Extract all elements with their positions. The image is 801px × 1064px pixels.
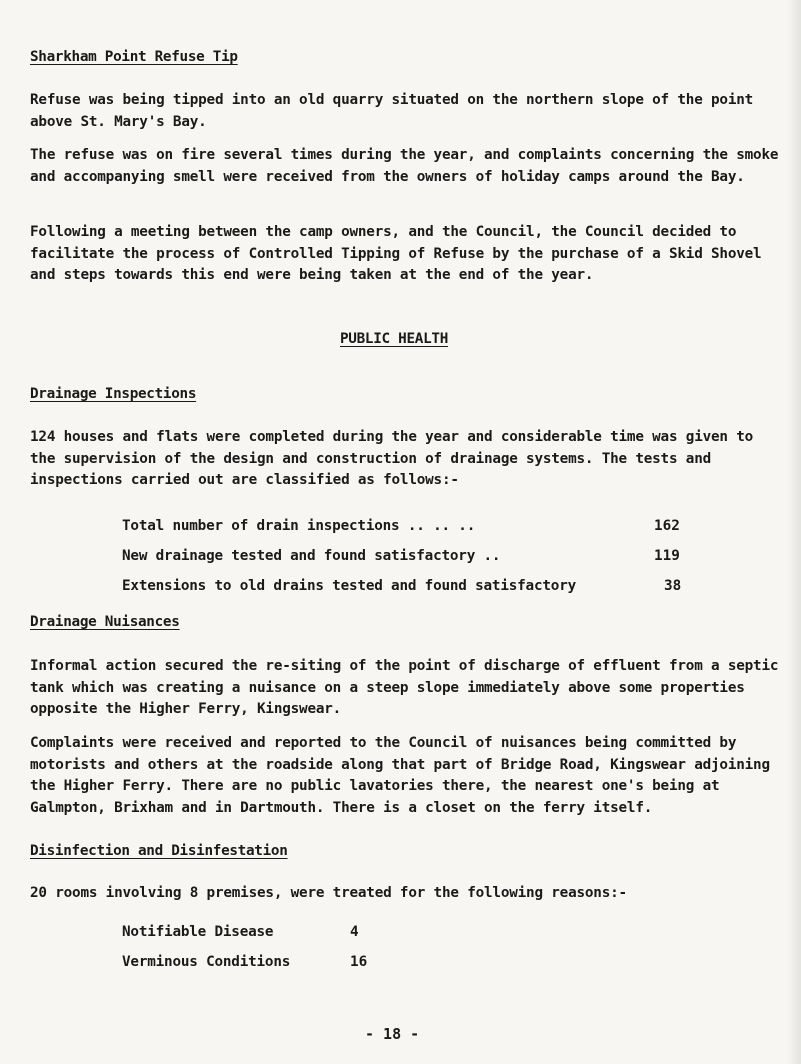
- section-heading-drainage-nuisances: Drainage Nuisances: [30, 614, 180, 630]
- section-heading-drainage-inspections: Drainage Inspections: [30, 386, 197, 402]
- paragraph-roadside-nuisance: Complaints were received and reported to the Council of nuisances being committed by motorists and others at the roadside along that part of Bridge Road, Kingswear adjoining the Higher Ferry. There are no public lavatories there, the nearest one's being at Galmpton, Brixham and in Dartmouth. There is a closet on the ferry itself.: [30, 735, 770, 816]
- paragraph-disinfection: 20 rooms involving 8 premises, were treated for the following reasons:-: [30, 885, 627, 901]
- paragraph-refuse-tipping: Refuse was being tipped into an old quarry situated on the northern slope of the point above St. Mary's Bay.: [30, 92, 754, 130]
- list-item-new-drainage-value: 119: [654, 548, 680, 564]
- page-number: - 18 -: [365, 1025, 420, 1043]
- page-edge-shadow: [787, 0, 801, 1064]
- section-heading-public-health: PUBLIC HEALTH: [340, 331, 448, 347]
- list-item-extensions-value: 38: [664, 578, 682, 594]
- paragraph-septic-tank: Informal action secured the re-siting of the point of discharge of effluent from a septic tank which was creating a nuisance on a steep slope immediately above some properties opposite the Higher Ferry, Kingswear.: [30, 658, 779, 717]
- paragraph-drainage-inspections: 124 houses and flats were completed during the year and considerable time was given to the supervision of the design and construction of drainage systems. The tests and inspections carried out are classified as follows:-: [30, 429, 754, 488]
- paragraph-refuse-fire: The refuse was on fire several times during the year, and complaints concerning the smoke and accompanying smell were received from the owners of holiday camps around the Bay.: [30, 147, 779, 185]
- list-item-inspections-value: 162: [654, 518, 680, 534]
- list-item-inspections-label: Total number of drain inspections .. .. ..: [122, 518, 476, 534]
- list-item-extensions-label: Extensions to old drains tested and found satisfactory: [122, 578, 577, 594]
- section-heading-disinfection: Disinfection and Disinfestation: [30, 843, 288, 859]
- list-item-verminous-value: 16: [350, 954, 368, 970]
- paragraph-controlled-tipping: Following a meeting between the camp owners, and the Council, the Council decided to facilitate the process of Controlled Tipping of Refuse by the purchase of a Skid Shovel and steps towards this end were being taken at the end of the year.: [30, 224, 762, 283]
- list-item-notifiable-label: Notifiable Disease: [122, 924, 274, 940]
- list-item-new-drainage-label: New drainage tested and found satisfactory ..: [122, 548, 501, 564]
- list-item-verminous-label: Verminous Conditions: [122, 954, 291, 970]
- list-item-notifiable-value: 4: [350, 924, 359, 940]
- section-heading-refuse-tip: Sharkham Point Refuse Tip: [30, 49, 238, 65]
